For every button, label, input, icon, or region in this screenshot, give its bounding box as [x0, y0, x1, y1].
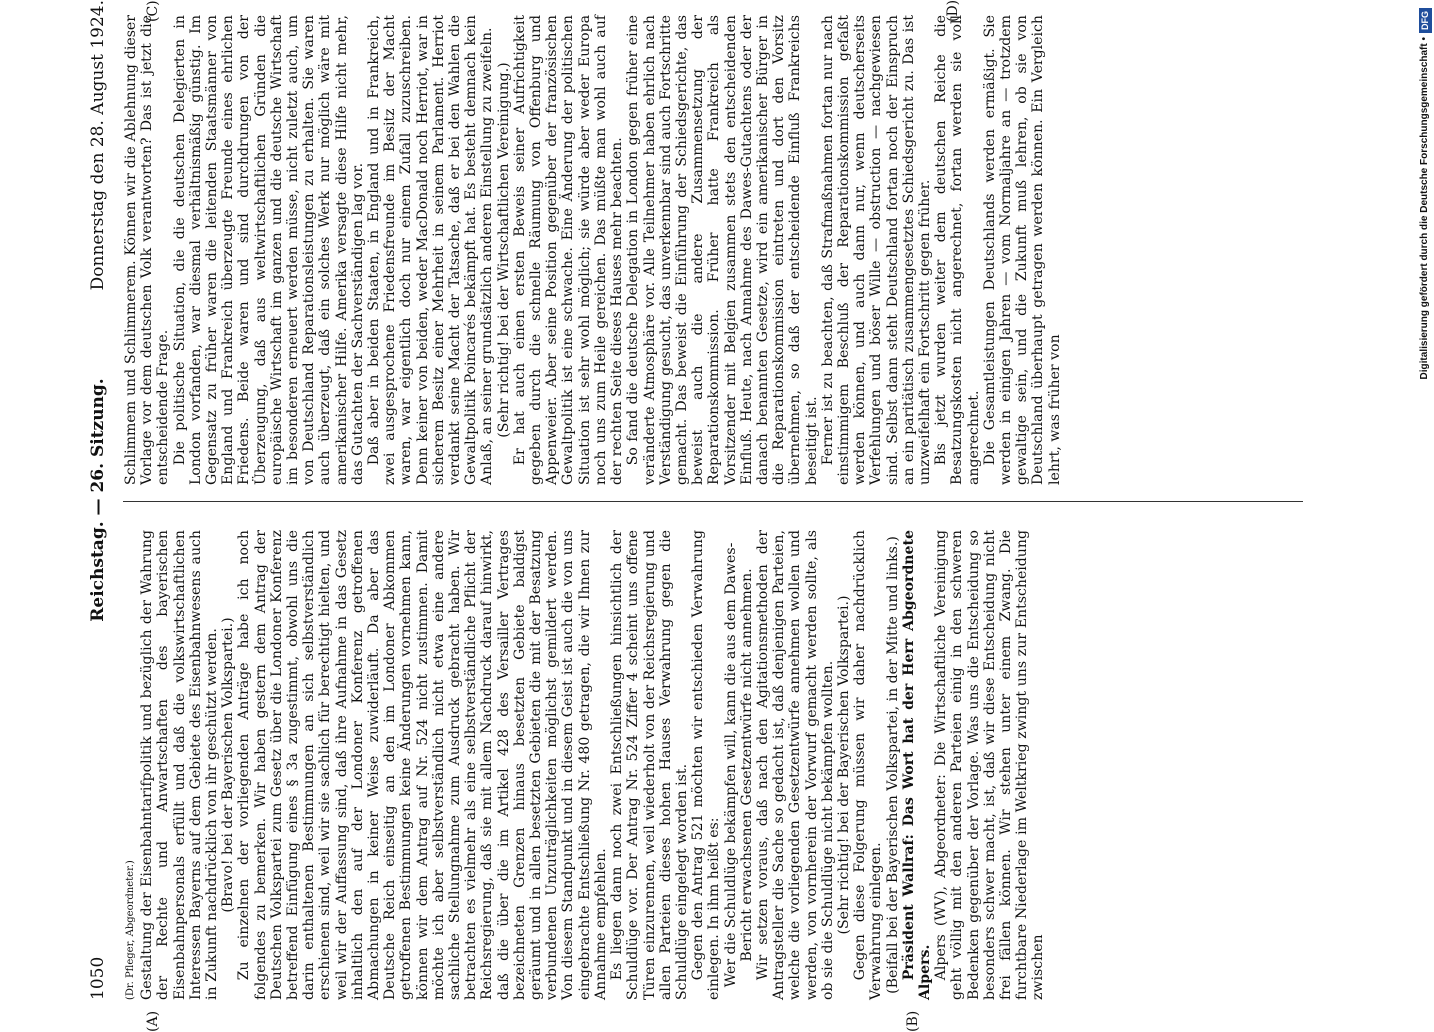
paragraph: Es liegen dann noch zwei Entschließungen hinsichtlich der Schuldlüge vor. Der Antrag Nr. 524 Ziffer 4 scheint uns offene Türen einzurennen, weil wiederholt von der Reichsregierung und allen Parteien dieses hohen Hauses Verwahrung gegen die Schuldlüge eingelegt worden ist. [609, 530, 690, 1000]
speech-start: Alpers (WV), Abgeordneter: Die Wirtschaftliche Vereinigung geht völlig mit den anderen Parteien einig in den schweren Bedenken gegenüber der Vorlage. Was uns die Entscheidung so besonders schwer macht, ist, daß wir diese Entscheidung nicht frei fällen können. Wir stehen unter einem Zwang. Die furchtbare Niederlage im Weltkrieg zwingt uns zur Entscheidung zwischen [933, 530, 1047, 1000]
paragraph: Wir setzen voraus, daß nach den Agitationsmethoden der Antragsteller die Sache so gedacht ist, daß denjenigen Parteien, welche die vorliegenden Gesetzentwürfe annehmen wollen und werden, von vornherein der Vorwurf gemacht werden sollte, als ob sie die Schuldlüge nicht bekämpfen wollten. [754, 530, 836, 1000]
interjection: (Bravo! bei der Bayerischen Volkspartei.) [220, 617, 237, 913]
margin-marker-d: (D) [945, 0, 961, 22]
speaker-continuation: (Dr. Pfleger, Abgeordneter.) [125, 860, 136, 1000]
paragraph: Gegen den Antrag 521 möchten wir entschieden Verwahrung einlegen. In ihm heißt es: [690, 530, 723, 1000]
paragraph: Ferner ist zu beachten, daß Strafmaßnahmen fortan nur nach einstimmigem Beschluß der Reparationskommission gefaßt werden können, und auch dann nur, wenn deutscherseits Verfehlungen und böser Wille — obstruction — nachgewiesen sind. Selbst dann steht Deutschland fortan noch der Einspruch an ein paritätisch zusammengesetztes Schiedsgericht zu. Das ist unzweifelhaft ein Fortschritt gegen früher. [819, 15, 933, 485]
paragraph: Die Gesamtleistungen Deutschlands werden ermäßigt. Sie werden in einigen Jahren — vom Normaljahre an — trotzdem gewaltige sein, und die Zukunft muß lehren, ob sie von Deutschland überhaupt getragen werden können. Ein Vergleich lehrt, was früher von [981, 15, 1063, 485]
dfg-logo: DFG [1419, 8, 1432, 33]
interjection: (Sehr richtig! bei der Wirtschaftlichen Vereinigung.) [495, 62, 512, 438]
column-divider [123, 501, 1303, 502]
page-header [85, 0, 111, 1000]
rotated-page-content [85, 0, 1355, 1032]
interjection: (Sehr richtig! bei der Bayerischen Volkspartei.) [835, 595, 852, 935]
paragraph: Gegen diese Folgerung müssen wir daher nachdrücklich Verwahrung einlegen. [852, 530, 885, 1000]
paragraph: Zu einzelnen der vorliegenden Anträge habe ich noch folgendes zu bemerken. Wir haben gestern dem Antrag der Deutschen Volkspartei zum Gesetz über die Londoner Konferenz betreffend Einfügung eines § 3a zugestimmt, obwohl uns die darin enthaltenen Bestimmungen an sich selbstverständlich erschienen sind, weil wir sie sachlich für berechtigt hielten, und weil wir der Auffassung sind, daß ihre Aufnahme in das Gesetz inhaltlich den auf der Londoner Konferenz getroffenen Abmachungen in keiner Weise zuwiderläuft. Da aber das Deutsche Reich einseitig an den im Londoner Abkommen getroffenen Bestimmungen keine Änderungen vornehmen kann, können wir dem Antrag auf Nr. 524 nicht zustimmen. Damit möchte ich aber selbstverständlich nicht etwa eine andere sachliche Stellungnahme zum Ausdruck gebracht haben. Wir betrachten es vielmehr als eine selbstverständliche Pflicht der Reichsregierung, daß sie mit allem Nachdruck darauf hinwirkt, daß die über die im Artikel 428 des Versailler Vertrages bezeichneten Grenzen hinaus besetzten Gebiete baldigst geräumt und in allen besetzten Gebieten die mit der Besatzung verbundenen Unzuträglichkeiten möglichst gemildert werden. Von diesem Standpunkt und in diesem Geist ist auch die von uns eingebrachte Entschließung Nr. 480 getragen, die wir Ihnen zur Annahme empfehlen. [236, 530, 609, 1000]
left-column [123, 530, 1313, 1000]
session-date: Donnerstag den 28. August 1924. [88, 0, 108, 291]
interjection: (Beifall bei der Bayerischen Volkspartei, in der Mitte und links.) [884, 536, 901, 994]
right-column [123, 15, 1313, 485]
margin-marker-b: (B) [905, 1010, 921, 1032]
margin-marker-c: (C) [145, 0, 161, 22]
paragraph: Er hat auch einen ersten Beweis seiner Aufrichtigkeit gegeben durch die schnelle Räumung von Offenburg und Appenweier. Aber seine Position gegenüber der französischen Gewaltpolitik ist eine schwache. Eine Änderung der politischen Situation ist sehr wohl möglich; sie würde aber weder Europa noch uns zum Heile gereichen. Das müßte man wohl auch auf der rechten Seite dieses Hauses mehr beachten. [511, 15, 626, 485]
paragraph: Bis jetzt wurden weiter dem deutschen Reiche die Besatzungskosten nicht angerechnet, fortan werden sie voll angerechnet. [933, 15, 982, 485]
paragraph: Schlimmem und Schlimmerem. Können wir die Ablehnung dieser Vorlage vor dem deutschen Volk verantworten? Das ist jetzt die entscheidende Frage. [123, 15, 172, 485]
president-statement: Präsident Wallraf: Das Wort hat der Herr Abgeordnete Alpers. [900, 530, 933, 1000]
digitization-credit [1418, 8, 1432, 992]
digitization-note: Digitalisierung gefördert durch die Deutsche Forschungsgemeinschaft • [1419, 37, 1430, 380]
margin-marker-a: (A) [145, 1010, 161, 1032]
session-title: Reichstag. — 26. Sitzung. [88, 378, 108, 622]
paragraph: Gestaltung der Eisenbahntarifpolitik und bezüglich der Wahrung der Rechte und Anwartschaften des bayerischen Eisenbahnpersonals erfüllt und daß die volkswirtschaftlichen Interessen Bayerns auf dem Gebiete des Eisenbahnwesens auch in Zukunft nachdrücklich von ihr geschützt werden. [139, 530, 221, 1000]
paragraph: Die politische Situation, die die deutschen Delegierten in London vorfanden, war diesmal verhältnismäßig günstig. Im Gegensatz zu früher waren die leitenden Staatsmänner von England und Frankreich überzeugte Freunde eines ehrlichen Friedens. Beide waren und sind durchdrungen von der Überzeugung, daß aus weltwirtschaftlichen Gründen die europäische Wirtschaft im ganzen und die deutsche Wirtschaft im besonderen erneuert werden müsse, nicht zuletzt auch, um von Deutschland Reparationsleistungen zu erhalten. Sie waren auch überzeugt, daß ein solches Werk nur möglich wäre mit amerikanischer Hilfe. Amerika versagte diese Hilfe nicht mehr, das Gutachten der Sachverständigen lag vor. [171, 15, 366, 485]
paragraph: So fand die deutsche Delegation in London gegen früher eine veränderte Atmosphäre vor. Alle Teilnehmer haben ehrlich nach Verständigung gesucht, das unverkennbar sind auch Fortschritte gemacht. Das beweist die Einführung der Schiedsgerichte, das beweist auch die andere Zusammensetzung der Reparationskommission. Früher hatte Frankreich als Vorsitzender mit Belgien zusammen stets den entscheidenden Einfluß. Heute, nach Annahme des Dawes-Gutachtens oder der danach benannten Gesetze, wird ein amerikanischer Bürger in die Reparationskommission eintreten und dort den Vorsitz übernehmen, so daß der entscheidende Einfluß Frankreichs beseitigt ist. [625, 15, 820, 485]
paragraph: Daß aber in beiden Staaten, in England und in Frankreich, zwei ausgesprochene Friedensfreunde im Besitz der Macht waren, war eigentlich doch nur einem Zufall zuzuschreiben. Denn keiner von beiden, weder MacDonald noch Herriot, war in sicherem Besitz einer Mehrheit in seinem Parlament. Herriot verdankt seine Macht der Tatsache, daß er bei den Wahlen die Gewaltpolitik Poincarés bekämpft hat. Es besteht demnach kein Anlaß, an seiner grundsätzlich anderen Einstellung zu zweifeln. [366, 15, 496, 485]
page-number: 1050 [88, 956, 108, 1000]
quotation: Wer die Schuldlüge bekämpfen will, kann die aus dem Dawes-Bericht erwachsenen Gesetzentwürfe nicht annehmen. [722, 542, 755, 988]
